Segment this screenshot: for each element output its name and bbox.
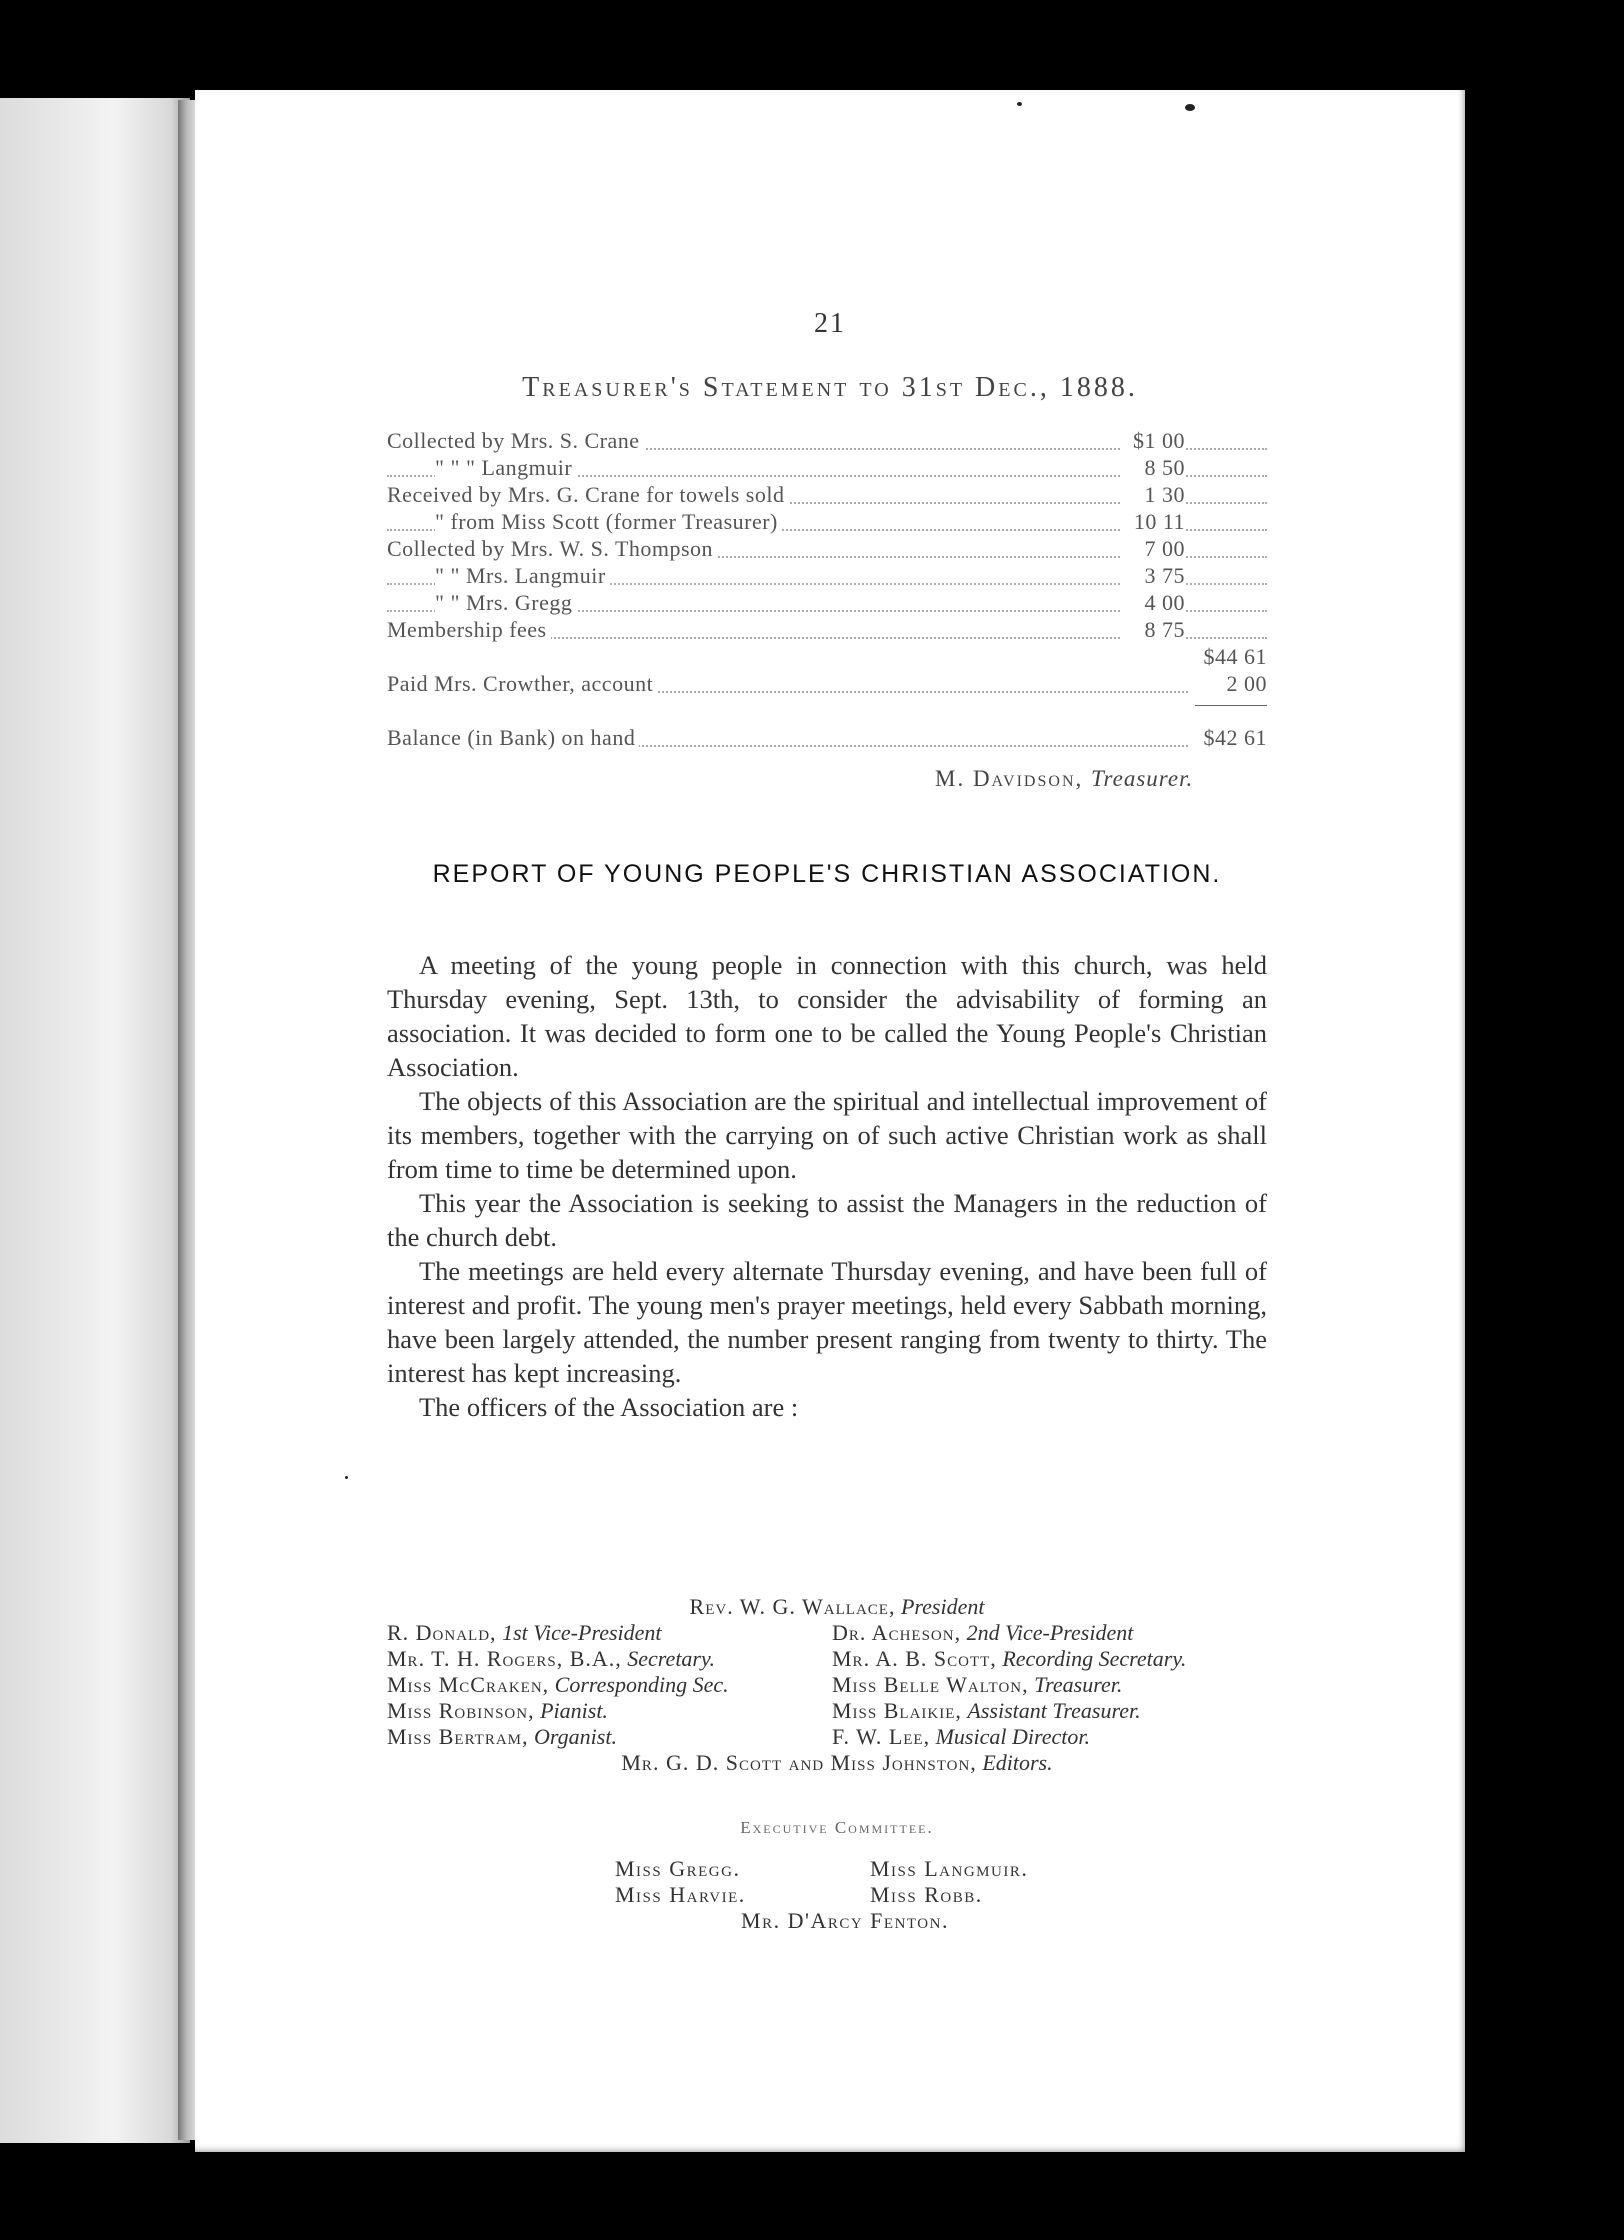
officer-role: Recording Secretary. — [1002, 1646, 1187, 1671]
ledger-label: Collected by Mrs. S. Crane — [387, 428, 644, 454]
treasurer-ledger — [387, 428, 1267, 755]
officer-entry — [832, 1724, 1287, 1750]
officer-name: F. W. Lee, — [832, 1724, 931, 1749]
facing-page — [0, 98, 190, 2143]
ledger-label: Collected by Mrs. W. S. Thompson — [387, 536, 717, 562]
officers-list — [387, 1594, 1287, 1776]
officer-entry — [387, 1646, 832, 1672]
officer-name: Mr. A. B. Scott, — [832, 1646, 997, 1671]
signature-name: M. Davidson, — [935, 766, 1084, 791]
officer-name: Mr. T. H. Rogers, B.A., — [387, 1646, 622, 1671]
report-paragraph: This year the Association is seeking to assist the Managers in the reduction of the church debt. — [387, 1188, 1267, 1252]
officer-entry — [832, 1620, 1287, 1646]
ledger-amount: $42 61 — [1189, 725, 1267, 751]
officer-entry — [832, 1672, 1287, 1698]
treasurer-statement-title: Treasurer's Statement to 31st Dec., 1888. — [522, 372, 1138, 403]
executive-member: Miss Langmuir. — [870, 1856, 1029, 1881]
executive-member: Miss Robb. — [870, 1882, 983, 1907]
treasurer-signature — [935, 766, 1193, 792]
ledger-amount: 10 11 — [1121, 509, 1185, 535]
ink-speck — [345, 1476, 348, 1479]
ledger-label: Received by Mrs. G. Crane for towels sold — [387, 482, 788, 508]
executive-member: Miss Harvie. — [615, 1882, 746, 1907]
officer-entry — [387, 1698, 832, 1724]
ledger-row — [387, 671, 1267, 701]
officer-role: Assistant Treasurer. — [967, 1698, 1141, 1723]
officer-name: Dr. Acheson, — [832, 1620, 962, 1645]
report-paragraph: The officers of the Association are : — [419, 1392, 799, 1422]
ledger-label: Paid Mrs. Crowther, account — [387, 671, 657, 697]
ledger-label: Membership fees — [387, 617, 551, 643]
ledger-row — [387, 455, 1267, 482]
ledger-label: " " " Langmuir — [435, 455, 576, 481]
officer-role: Organist. — [534, 1724, 617, 1749]
officer-entry — [832, 1698, 1287, 1724]
officer-role: Corresponding Sec. — [554, 1672, 729, 1697]
ledger-amount: 8 50 — [1121, 455, 1185, 481]
officer-grid — [387, 1620, 1287, 1750]
report-body — [387, 948, 1267, 1424]
ledger-label: " " Mrs. Gregg — [435, 590, 576, 616]
officer-name: Miss McCraken, — [387, 1672, 550, 1697]
ledger-row — [387, 563, 1267, 590]
officer-name: R. Donald, — [387, 1620, 497, 1645]
ink-speck — [1017, 102, 1022, 106]
ledger-amount: 8 75 — [1121, 617, 1185, 643]
ledger-row — [387, 509, 1267, 536]
total-rule — [1195, 705, 1267, 706]
page-number: 21 — [814, 308, 846, 339]
report-paragraph: A meeting of the young people in connection with this church, was held Thursday evening, Sept. 13th, to consider the advisability of forming an association. It was decided to form one to be called the Young People's Christian Association. — [387, 950, 1267, 1082]
ledger-amount: 2 00 — [1189, 671, 1267, 697]
executive-grid — [615, 1856, 1095, 1908]
officer-name: Rev. W. G. Wallace, — [689, 1594, 896, 1619]
officer-name: Miss Robinson, — [387, 1698, 535, 1723]
report-paragraph: The objects of this Association are the spiritual and intellectual improvement of its members, together with the carrying on of such active Christian work as shall from time to time be determined upon. — [387, 1086, 1267, 1184]
officer-editors — [387, 1750, 1287, 1776]
officer-role: 2nd Vice-President — [966, 1620, 1134, 1645]
ledger-row — [387, 725, 1267, 755]
ledger-row — [387, 536, 1267, 563]
officer-entry — [832, 1646, 1287, 1672]
ledger-amount: $44 61 — [1189, 644, 1267, 670]
officer-role: Pianist. — [540, 1698, 608, 1723]
officer-role: Editors. — [982, 1750, 1053, 1775]
officer-entry — [387, 1724, 832, 1750]
officer-name: Miss Blaikie, — [832, 1698, 962, 1723]
officer-entry — [387, 1672, 832, 1698]
executive-member: Mr. D'Arcy Fenton. — [741, 1908, 949, 1933]
officer-role: President — [900, 1594, 985, 1619]
officer-role: Treasurer. — [1034, 1672, 1123, 1697]
officer-name: Miss Belle Walton, — [832, 1672, 1029, 1697]
ledger-amount: $1 00 — [1121, 428, 1185, 454]
ledger-row — [387, 644, 1267, 671]
ledger-label: " from Miss Scott (former Treasurer) — [435, 509, 782, 535]
ink-speck — [1185, 104, 1195, 111]
ledger-row — [387, 482, 1267, 509]
officer-president — [387, 1594, 1287, 1620]
officer-role: Secretary. — [627, 1646, 716, 1671]
ledger-row — [387, 428, 1267, 455]
ledger-amount: 3 75 — [1121, 563, 1185, 589]
report-paragraph: The meetings are held every alternate Thursday evening, and have been full of interest and profit. The young men's prayer meetings, held every Sabbath morning, have been largely attended, the number present ranging from twenty to thirty. The interest has kept increasing. — [387, 1256, 1267, 1388]
report-title: REPORT OF YOUNG PEOPLE'S CHRISTIAN ASSOCIATION. — [432, 860, 1222, 888]
officer-name: Miss Bertram, — [387, 1724, 529, 1749]
ledger-rule — [387, 701, 1267, 725]
signature-role: Treasurer. — [1091, 766, 1194, 791]
ledger-label: Balance (in Bank) on hand — [387, 725, 639, 751]
officer-role: 1st Vice-President — [502, 1620, 662, 1645]
ledger-label: " " Mrs. Langmuir — [435, 563, 610, 589]
ledger-amount: 1 30 — [1121, 482, 1185, 508]
book-page — [195, 90, 1465, 2152]
officer-name: Mr. G. D. Scott and Miss Johnston, — [621, 1750, 977, 1775]
executive-committee — [615, 1856, 1095, 1934]
ledger-amount: 7 00 — [1121, 536, 1185, 562]
officer-role: Musical Director. — [935, 1724, 1090, 1749]
ledger-amount: 4 00 — [1121, 590, 1185, 616]
ledger-row — [387, 617, 1267, 644]
ledger-row — [387, 590, 1267, 617]
executive-committee-heading: Executive Committee. — [740, 1818, 934, 1837]
officer-entry — [387, 1620, 832, 1646]
executive-member: Miss Gregg. — [615, 1856, 741, 1881]
